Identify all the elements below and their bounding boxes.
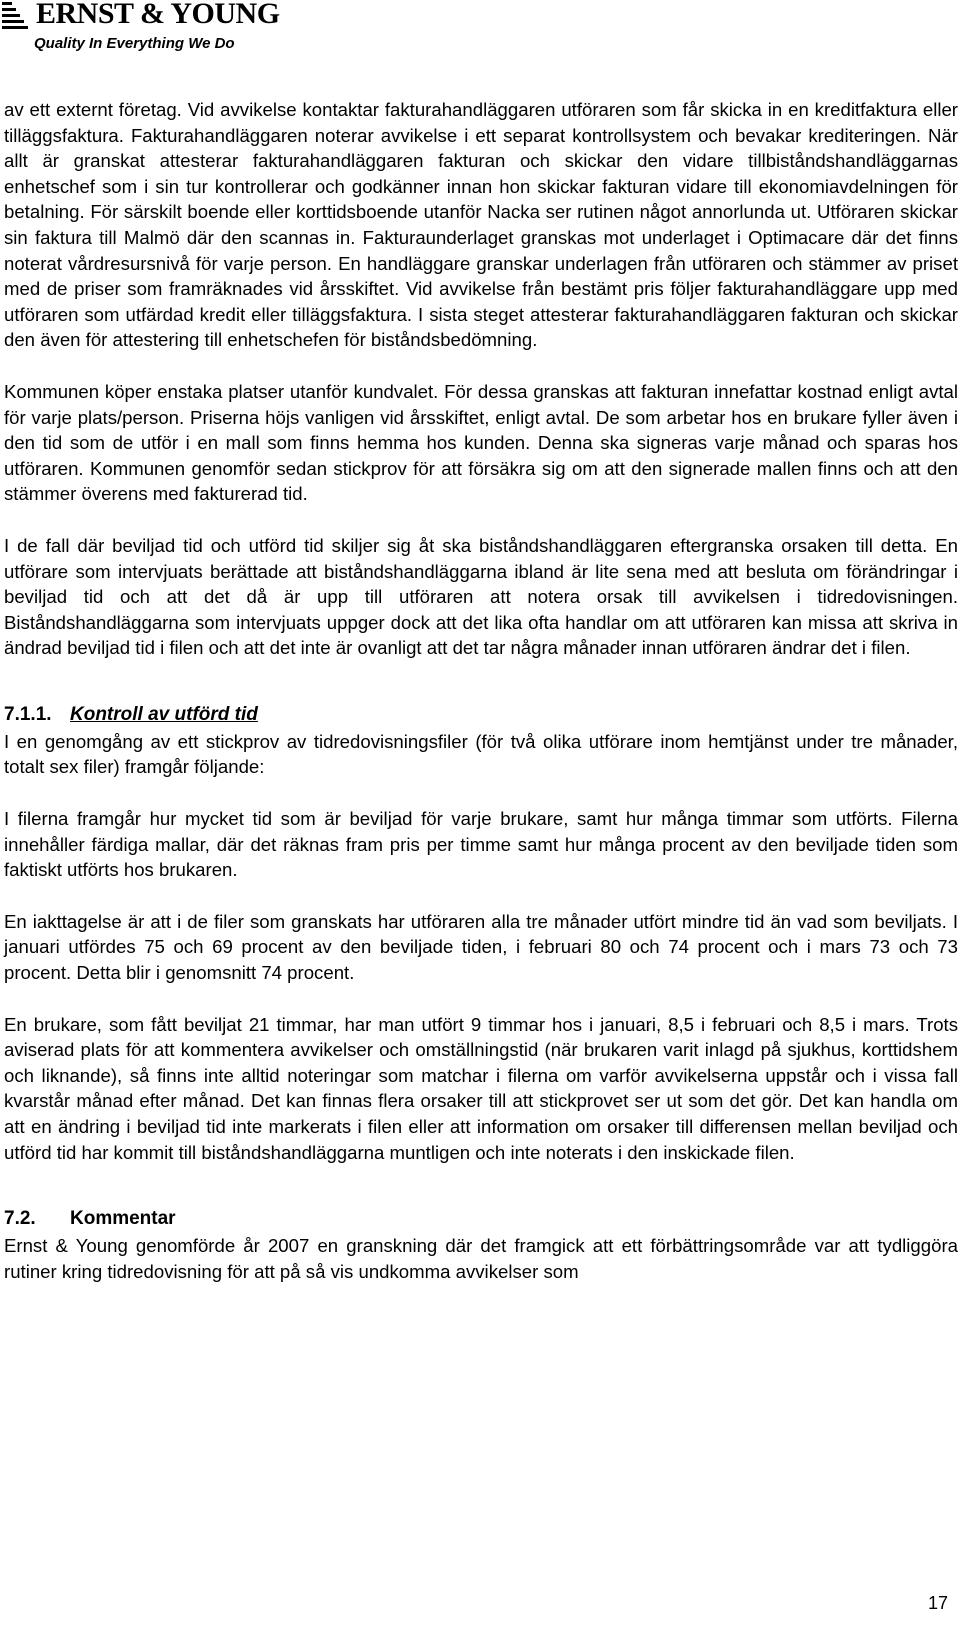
paragraph-files-content: I filerna framgår hur mycket tid som är beviljad för varje brukare, samt hur många timmar som utförts. Filerna innehåller färdiga mallar, där det räknas fram pris per timme samt hur många procent av den beviljade tiden som faktiskt utförts hos brukaren. <box>4 808 958 881</box>
paragraph-client-example: En brukare, som fått beviljat 21 timmar, har man utfört 9 timmar hos i januari, 8,5 i februari och 8,5 i mars. Trots aviserad plats för att kommentera avvikelser och omställningstid (när brukaren varit inlagd på sjukhus, korttidshem och liknande), så finns inte alltid noteringar som matchar i filerna om varför avvikelserna uppstår och i vissa fall kvarstår månad efter månad. Det kan finnas flera orsaker till att stickprovet ser ut som det gör. Det kan handla om att en ändring i beviljad tid inte markerats i filen eller att information om orsaker till differensen mellan beviljad och utförd tid har kommit till biståndshandläggarna muntligen och inte noterats i den inskickade filen. <box>4 1013 958 1163</box>
page-number: 17 <box>927 1593 948 1613</box>
paragraph-sample-review: I en genomgång av ett stickprov av tidredovisningsfiler (för två olika utförare inom hemtjänst under tre månader, totalt sex filer) framgår följande: <box>4 730 958 778</box>
paragraph-time-discrepancy: I de fall där beviljad tid och utförd tid skiljer sig åt ska biståndshandläggaren eftergranska orsaken till detta. En utförare som intervjuats berättade att biståndshandläggarna ibland är lite sena med att besluta om förändringar i beviljad tid och att det då är upp till utföraren att notera orsak till avvikelsen i tidredovisningen. Biståndshandläggarna som intervjuats uppger dock att det lika ofta handlar om att utföraren kan missa att skriva in ändrad beviljad tid i filen och att det inte är ovanligt att det tar några månader innan utföraren ändrar det i filen. <box>4 534 958 659</box>
document-body <box>4 97 958 1284</box>
section-title: Kontroll av utförd tid <box>70 703 258 725</box>
paragraph-invoice-routine: av ett externt företag. Vid avvikelse kontaktar fakturahandläggaren utföraren som får skicka in en kreditfaktura eller tilläggsfaktura. Fakturahandläggaren noterar avvikelse i ett separat kontrollsystem och bevakar krediteringen. När allt är granskat attesterar fakturahandläggaren fakturan och skickar den vidare tillbiståndshandläggarnas enhetschef som i sin tur kontrollerar och godkänner innan hon skickar fakturan vidare till ekonomiavdelningen för betalning. För särskilt boende eller korttidsboende utanför Nacka ser rutinen något annorlunda ut. Utföraren skickar sin faktura till Malmö där den scannas in. Fakturaunderlaget granskas mot underlaget i Optimacare där det finns noterat vårdresursnivå för varje person. En handläggare granskar underlagen från utföraren och stämmer av priset med de priser som framräknades vid årsskiftet. Vid avvikelse från bestämt pris följer fakturahandläggare upp med utföraren som utfärdad kredit eller tilläggsfaktura. I sista steget attesterar fakturahandläggaren fakturan och skickar den även för attestering till enhetschefen för biståndsbedömning. <box>4 99 958 351</box>
paragraph-purchased-places: Kommunen köper enstaka platser utanför kundvalet. För dessa granskas att fakturan innefattar kostnad enligt avtal för varje plats/person. Priserna höjs vanligen vid årsskiftet, enligt avtal. De som arbetar hos en brukare fyller även i den tid som de utför i en mall som finns hemma hos kunden. Denna ska signeras varje månad och sparas hos utföraren. Kommunen genomför sedan stickprov för att försäkra sig om att den signerade mallen finns och att den stämmer överens med fakturerad tid. <box>4 380 958 505</box>
section-number: 7.2. <box>4 1208 36 1230</box>
paragraph-observation: En iakttagelse är att i de filer som granskats har utföraren alla tre månader utfört mindre tid än vad som beviljats. I januari utfördes 75 och 69 procent av den beviljade tiden, i februari 80 och 74 procent och i mars 73 och 73 procent. Detta blir i genomsnitt 74 procent. <box>4 910 958 984</box>
logo-tagline: Quality In Everything We Do <box>34 35 235 52</box>
section-heading-7-1-1 <box>4 701 958 729</box>
ernst-young-logo <box>2 0 280 56</box>
section-heading-7-2 <box>4 1205 958 1233</box>
section-number: 7.1.1. <box>4 703 52 725</box>
logo-bars-icon <box>2 2 30 28</box>
logo-name: ERNST & YOUNG <box>36 0 280 30</box>
paragraph-comment: Ernst & Young genomförde år 2007 en granskning där det framgick att ett förbättringsområde var att tydliggöra rutiner kring tidredovisning för att på så vis undkomma avvikelser som <box>4 1235 958 1282</box>
section-title: Kommentar <box>70 1208 176 1230</box>
